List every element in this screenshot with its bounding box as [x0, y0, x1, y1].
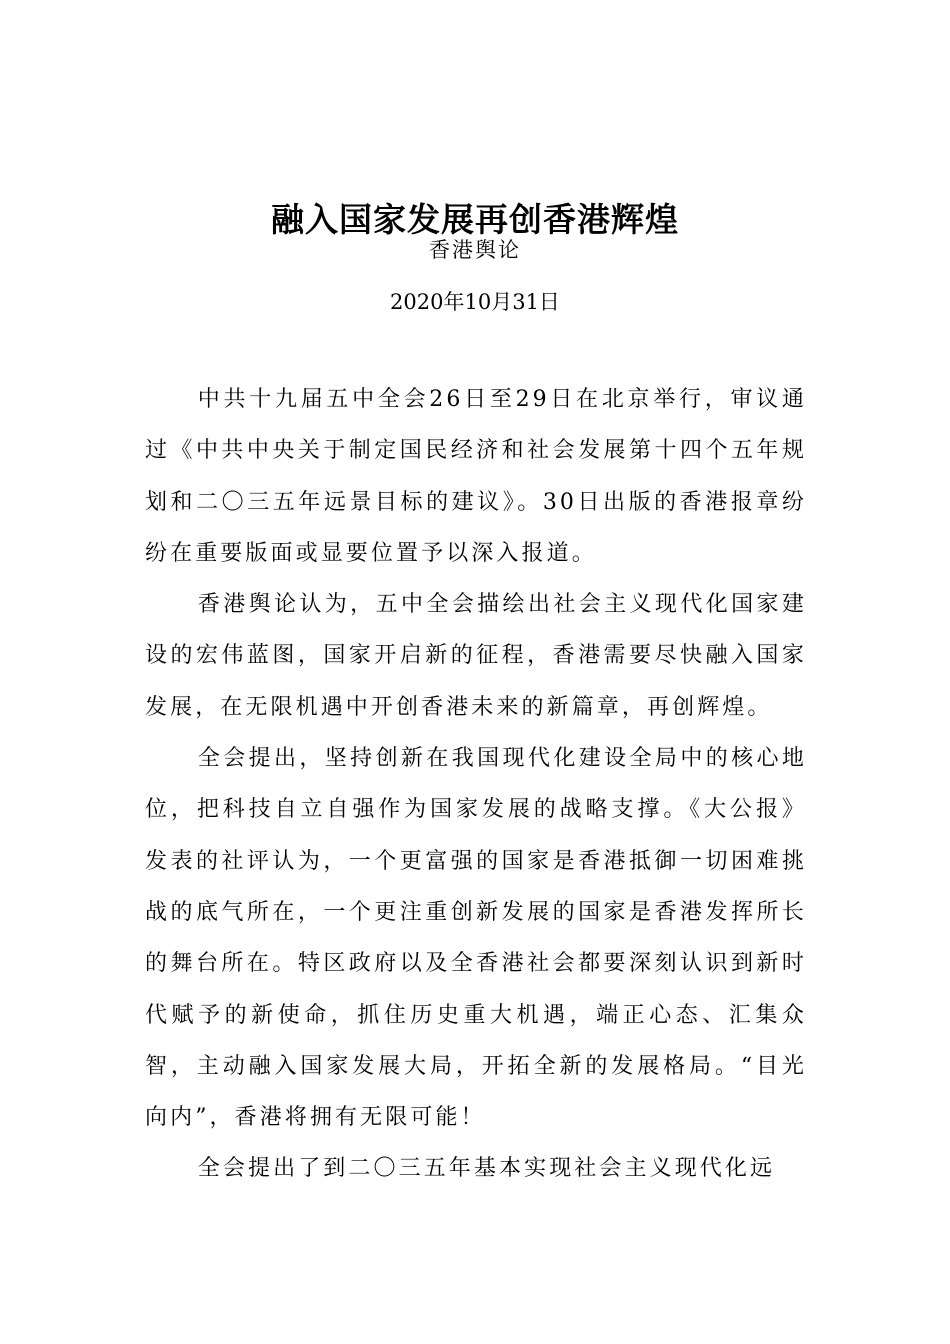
body-paragraph: 香港舆论认为，五中全会描绘出社会主义现代化国家建设的宏伟蓝图，国家开启新的征程，香港需要尽快融入国家发展，在无限机遇中开创香港未来的新篇章，再创辉煌。: [145, 592, 807, 720]
document-body: [145, 374, 807, 1195]
body-paragraph: 全会提出，坚持创新在我国现代化建设全局中的核心地位，把科技自立自强作为国家发展的战略支撑。《大公报》发表的社评认为，一个更富强的国家是香港抵御一切困难挑战的底气所在，一个更注重创新发展的国家是香港发挥所长的舞台所在。特区政府以及全香港社会都要深刻认识到新时代赋予的新使命，抓住历史重大机遇，端正心态、汇集众智，主动融入国家发展大局，开拓全新的发展格局。“目光向内”，香港将拥有无限可能！: [145, 746, 807, 1131]
body-paragraph: 全会提出了到二〇三五年基本实现社会主义现代化远: [197, 1156, 776, 1182]
document-source: 香港舆论: [429, 238, 521, 262]
document-date: 2020年10月31日: [390, 290, 560, 314]
body-paragraph: 中共十九届五中全会26日至29日在北京举行，审议通过《中共中央关于制定国民经济和社会发展第十四个五年规划和二〇三五年远景目标的建议》。30日出版的香港报章纷纷在重要版面或显要位置予以深入报道。: [145, 387, 807, 566]
document-title: 融入国家发展再创香港辉煌: [271, 200, 679, 240]
